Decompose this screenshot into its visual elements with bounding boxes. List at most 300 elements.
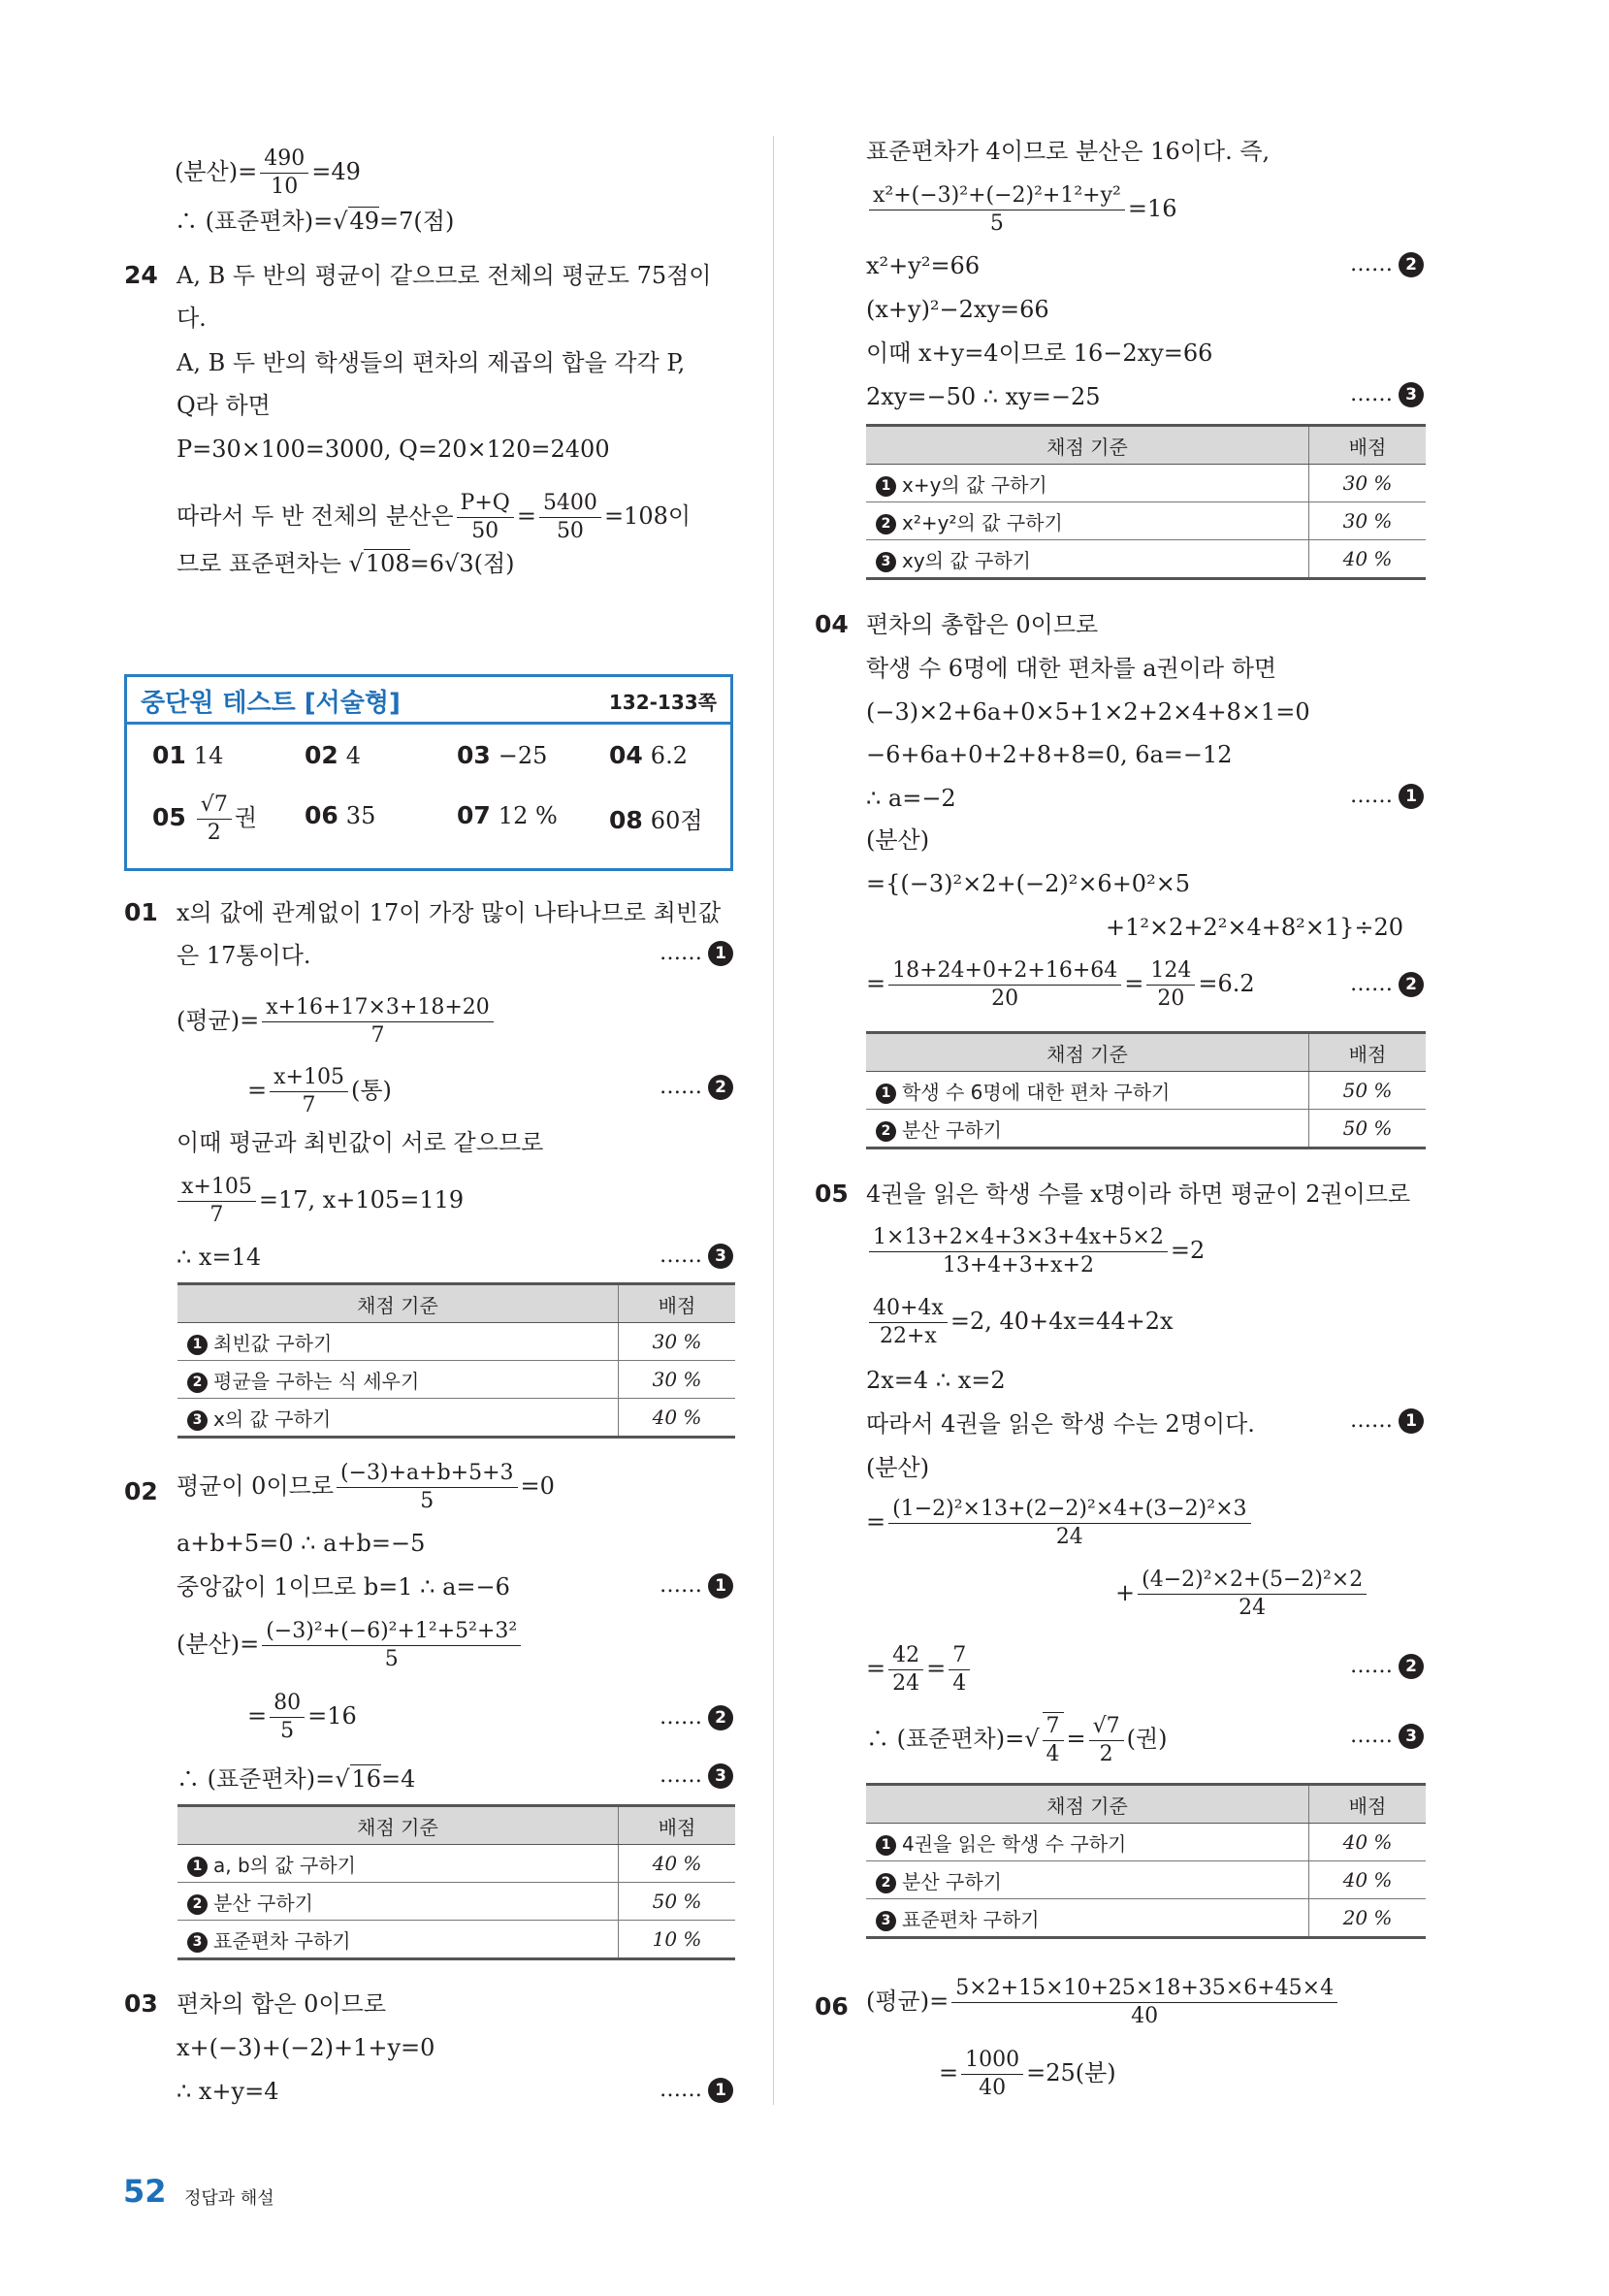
page-number: 52	[123, 2173, 167, 2210]
unit-test-answer-box	[124, 674, 733, 871]
step-marker-1	[1350, 1408, 1424, 1434]
fraction	[1146, 957, 1195, 1013]
answer-value: 60점	[650, 807, 703, 834]
denominator: 24	[1239, 1596, 1267, 1620]
footer-label: 정답과 해설	[184, 2188, 274, 2209]
header-points: 배점	[1309, 426, 1427, 465]
dots: ……	[1350, 1724, 1393, 1748]
numerator: √7	[197, 792, 232, 820]
text: =16	[307, 1702, 357, 1730]
marker-icon: 3	[876, 1911, 896, 1931]
table-row	[177, 1399, 735, 1438]
answer-05	[152, 792, 257, 847]
dots: ……	[1350, 1654, 1393, 1678]
answer-number: 08	[609, 806, 643, 834]
text-line	[177, 490, 691, 545]
denominator: 4	[1046, 1742, 1060, 1766]
table-row	[177, 1921, 735, 1959]
criteria-text: a, b의 값 구하기	[213, 1853, 356, 1877]
problem-number-06: 06	[815, 1992, 849, 2021]
step-marker-3	[660, 1763, 733, 1789]
text-line: A, B 두 반의 평균이 같으므로 전체의 평균도 75점이	[177, 262, 712, 289]
step-marker-1	[1350, 784, 1424, 809]
denominator: 5	[420, 1489, 434, 1513]
text-line: ∴ a=−2	[866, 785, 956, 812]
text: =7(점)	[379, 208, 455, 235]
marker-icon: 1	[876, 1083, 896, 1104]
denominator: 7	[302, 1093, 316, 1117]
text-line: P=30×100=3000, Q=20×120=2400	[177, 436, 610, 463]
numerator: (4−2)²×2+(5−2)²×2	[1138, 1567, 1367, 1595]
text-line	[866, 1224, 1205, 1279]
marker-icon: 3	[876, 552, 896, 572]
denominator: 10	[271, 175, 299, 199]
numerator: 1×13+2×4+3×3+4x+5×2	[869, 1224, 1168, 1252]
dots: ……	[1350, 1408, 1393, 1433]
denominator: 2	[1099, 1741, 1113, 1766]
step-marker-2	[1350, 1654, 1424, 1679]
denominator: 5	[280, 1719, 295, 1743]
points-text: 40 %	[1309, 1824, 1427, 1861]
points-text: 30 %	[1309, 465, 1427, 502]
dots: ……	[660, 1244, 702, 1268]
text-line: ∴ x=14	[177, 1244, 262, 1271]
text-line: 4권을 읽은 학생 수를 x명이라 하면 평균이 2권이므로	[866, 1180, 1411, 1208]
points-text: 50 %	[1309, 1110, 1427, 1148]
text: ∴ (표준편차)=	[866, 1725, 1025, 1753]
numerator: 40+4x	[869, 1295, 948, 1323]
criteria-text: 학생 수 6명에 대한 편차 구하기	[902, 1080, 1171, 1104]
numerator: 42	[888, 1642, 923, 1670]
text-line: 은 17통이다.	[177, 942, 311, 969]
points-text: 40 %	[619, 1845, 736, 1883]
text: ∴ (표준편차)=	[175, 208, 334, 235]
header-criteria: 채점 기준	[866, 426, 1309, 465]
step-marker-2	[660, 1705, 733, 1730]
marker-icon: 2	[1399, 1654, 1424, 1679]
denominator: 5	[384, 1647, 399, 1671]
answer-value: 14	[193, 742, 224, 769]
text-line: +1²×2+2²×4+8²×1}÷20	[1106, 914, 1404, 941]
text: =25(분)	[1026, 2059, 1116, 2086]
table-row	[866, 1899, 1426, 1938]
text: (분산)=	[177, 1631, 260, 1658]
fraction	[869, 1295, 948, 1350]
criteria-text: 분산 구하기	[902, 1869, 1002, 1893]
fraction	[1138, 1567, 1367, 1622]
denominator: 2	[207, 821, 221, 845]
marker-icon: 2	[187, 1894, 208, 1915]
fraction	[270, 1690, 305, 1745]
marker-icon: 3	[708, 1244, 733, 1269]
table-row	[866, 1824, 1426, 1861]
text-line: (−3)×2+6a+0×5+1×2+2×4+8×1=0	[866, 698, 1310, 726]
marker-icon: 1	[1399, 1408, 1424, 1434]
text-line: = $\frac{18+24+0+2+16+64}{20}$ = $\frac{124}{20}$ =6.2	[866, 958, 1255, 1011]
text: =6.2	[1198, 970, 1255, 997]
numerator: 5400	[539, 490, 601, 518]
criteria-text: 표준편차 구하기	[213, 1928, 351, 1953]
numerator: (1−2)²×13+(2−2)²×4+(3−2)²×3	[888, 1496, 1250, 1524]
text-line: 편차의 합은 0이므로	[177, 1990, 386, 2018]
text-line	[866, 1975, 1340, 2030]
answer-number: 04	[609, 741, 643, 769]
answer-number: 07	[457, 801, 491, 829]
marker-icon: 3	[708, 1763, 733, 1789]
answer-number: 05	[152, 803, 186, 831]
text-line: 2xy=−50 ∴ xy=−25	[866, 383, 1101, 410]
problem-number-05: 05	[815, 1180, 849, 1208]
text: (평균)=	[866, 1988, 949, 2015]
step-marker-1	[660, 941, 733, 966]
variance-line	[175, 146, 361, 201]
points-text: 20 %	[1309, 1899, 1427, 1938]
text: 평균이 0이므로	[177, 1472, 335, 1500]
points-text: 40 %	[1309, 540, 1427, 579]
answer-value: 4	[345, 742, 362, 769]
dots: ……	[660, 1705, 702, 1730]
text-line: 2x=4 ∴ x=2	[866, 1367, 1006, 1394]
numerator: x+105	[177, 1174, 256, 1202]
table-row	[177, 1323, 735, 1361]
unit-test-header	[127, 677, 730, 725]
scoring-table-01	[177, 1282, 735, 1439]
text: =108이	[603, 502, 692, 530]
fraction	[888, 1496, 1250, 1551]
text-line: 므로 표준편차는 √108=6√3(점)	[177, 550, 515, 577]
table-row	[866, 1110, 1426, 1148]
text-line	[177, 1460, 555, 1515]
table-row	[177, 1361, 735, 1399]
denominator: 50	[471, 519, 499, 543]
text: ∴ (표준편차)=	[177, 1765, 336, 1793]
answer-value: 35	[345, 802, 376, 829]
denominator: 5	[989, 211, 1004, 236]
problem-number-03: 03	[124, 1989, 158, 2018]
step-marker-3	[1350, 382, 1424, 407]
header-criteria: 채점 기준	[177, 1284, 619, 1323]
denominator: 4	[952, 1671, 967, 1696]
marker-icon: 2	[876, 1873, 896, 1893]
answer-07	[457, 801, 558, 829]
criteria-text: 분산 구하기	[902, 1117, 1002, 1142]
text-line: ∴ (표준편차)=√ $\frac{7}{4}$ = $\frac{√7}{2}$ (권)	[866, 1713, 1168, 1766]
points-text: 30 %	[619, 1361, 736, 1399]
denominator: 7	[370, 1023, 385, 1048]
answer-02	[305, 741, 361, 769]
denominator: 20	[991, 986, 1019, 1011]
dots: ……	[660, 1763, 702, 1788]
header-points: 배점	[619, 1806, 736, 1845]
text-line	[866, 1295, 1174, 1350]
answer-number: 06	[305, 801, 338, 829]
text-line: 이때 x+y=4이므로 16−2xy=66	[866, 340, 1213, 367]
fraction	[337, 1460, 518, 1515]
fraction	[539, 490, 601, 545]
dots: ……	[660, 1573, 702, 1598]
marker-icon: 3	[187, 1932, 208, 1953]
dots: ……	[1350, 382, 1393, 406]
denominator: 24	[1055, 1525, 1083, 1549]
step-marker-3	[1350, 1724, 1424, 1749]
fraction	[1043, 1712, 1064, 1768]
fraction	[262, 1618, 521, 1673]
text-line: 이때 평균과 최빈값이 서로 같으므로	[177, 1129, 544, 1156]
criteria-text: x의 값 구하기	[213, 1407, 332, 1431]
text: 따라서 두 반 전체의 분산은	[177, 502, 454, 530]
table-row	[866, 1072, 1426, 1110]
fraction	[457, 490, 514, 545]
text-line: x의 값에 관계없이 17이 가장 많이 나타나므로 최빈값	[177, 899, 722, 926]
denominator: 24	[892, 1671, 920, 1696]
marker-icon: 1	[876, 1835, 896, 1856]
text: 므로 표준편차는	[177, 550, 341, 577]
marker-icon: 2	[708, 1075, 733, 1100]
numerator: x+16+17×3+18+20	[262, 994, 494, 1022]
text-line	[175, 1174, 464, 1229]
scoring-table-04	[866, 1031, 1426, 1149]
dots: ……	[1350, 252, 1393, 276]
fraction	[951, 1975, 1337, 2030]
text-line: (분산)	[866, 826, 930, 854]
numerator: 124	[1146, 957, 1195, 986]
marker-icon: 3	[1399, 1724, 1424, 1749]
text-line: = $\frac{1000}{40}$ =25(분)	[939, 2048, 1116, 2100]
criteria-text: xy의 값 구하기	[902, 548, 1031, 572]
problem-number-02: 02	[124, 1477, 158, 1505]
text-line: A, B 두 반의 학생들의 편차의 제곱의 합을 각각 P,	[177, 349, 686, 376]
text-line: Q라 하면	[177, 392, 271, 419]
marker-icon: 2	[1399, 972, 1424, 997]
answer-number: 01	[152, 741, 186, 769]
criteria-text: 최빈값 구하기	[213, 1331, 333, 1355]
marker-icon: 1	[1399, 784, 1424, 809]
denominator: 13+4+3+x+2	[942, 1253, 1094, 1277]
criteria-text: 4권을 읽은 학생 수 구하기	[902, 1831, 1127, 1856]
denominator: 40	[1131, 2004, 1159, 2028]
sqrt-radicand: 49	[349, 208, 380, 235]
text-line: −6+6a+0+2+8+8=0, 6a=−12	[866, 741, 1233, 768]
numerator: 7	[949, 1642, 970, 1670]
points-text: 50 %	[1309, 1072, 1427, 1110]
text: =49	[311, 158, 361, 185]
marker-icon: 3	[187, 1410, 208, 1431]
fraction	[262, 994, 494, 1050]
points-text: 50 %	[619, 1883, 736, 1921]
text: =	[516, 502, 536, 530]
problem-number-01: 01	[124, 898, 158, 926]
numerator: (−3)²+(−6)²+1²+5²+3²	[262, 1618, 521, 1646]
marker-icon: 1	[708, 1573, 733, 1599]
marker-icon: 1	[187, 1857, 208, 1877]
criteria-text: 평균을 구하는 식 세우기	[213, 1369, 420, 1393]
table-row	[866, 1861, 1426, 1899]
text-line: = $\frac{42}{24}$ = $\frac{7}{4}$	[866, 1642, 973, 1698]
numerator: 1000	[961, 2047, 1023, 2075]
fraction	[197, 792, 232, 847]
marker-icon: 1	[187, 1335, 208, 1355]
text: =4	[381, 1765, 416, 1793]
text: =16	[1127, 195, 1177, 222]
numerator: x+105	[270, 1064, 348, 1092]
header-criteria: 채점 기준	[866, 1785, 1309, 1824]
denominator: 20	[1157, 986, 1185, 1011]
numerator: 80	[270, 1690, 305, 1718]
points-text: 40 %	[619, 1399, 736, 1438]
criteria-text: x²+y²의 값 구하기	[902, 510, 1063, 534]
header-points: 배점	[1309, 1033, 1427, 1072]
answer-value: 12 %	[498, 802, 558, 829]
header-points: 배점	[1309, 1785, 1427, 1824]
marker-icon: 1	[708, 941, 733, 966]
answer-04	[609, 741, 688, 769]
dots: ……	[660, 2078, 702, 2102]
table-row	[866, 502, 1426, 540]
fraction	[961, 2047, 1023, 2102]
answer-08	[609, 801, 703, 835]
numerator: P+Q	[457, 490, 514, 518]
answer-number: 02	[305, 741, 338, 769]
answer-value: −25	[498, 742, 548, 769]
header-points: 배점	[619, 1284, 736, 1323]
text-line: + $\frac{\text{(4−2)²×2+(5−2)²×2}}{24}$	[1115, 1567, 1369, 1622]
text: =6√3(점)	[409, 550, 515, 577]
text-line: 편차의 총합은 0이므로	[866, 611, 1099, 638]
answer-unit: 권	[234, 804, 257, 831]
column-divider	[773, 136, 774, 2105]
fraction	[869, 1224, 1168, 1279]
marker-icon: 1	[876, 476, 896, 497]
step-marker-1	[660, 2078, 733, 2103]
fraction	[888, 1642, 923, 1698]
table-row	[866, 465, 1426, 502]
table-row	[866, 540, 1426, 579]
numerator: (−3)+a+b+5+3	[337, 1460, 518, 1488]
text-line	[866, 182, 1177, 238]
text-line: 중앙값이 1이므로 b=1 ∴ a=−6	[177, 1573, 510, 1601]
text-line: 다.	[177, 305, 207, 332]
denominator: 40	[979, 2076, 1007, 2100]
denominator: 7	[209, 1203, 224, 1227]
fraction	[888, 957, 1121, 1013]
text-line: = $\frac{\text{(1−2)²×13+(2−2)²×4+(3−2)²×3}}{24}$	[866, 1496, 1254, 1551]
answer-01	[152, 741, 223, 769]
text: =0	[520, 1472, 555, 1500]
answer-03	[457, 741, 547, 769]
dots: ……	[660, 941, 702, 965]
criteria-text: 표준편차 구하기	[902, 1907, 1040, 1931]
scoring-table-02	[177, 1804, 735, 1960]
step-marker-3	[660, 1244, 733, 1269]
stddev-line: ∴ (표준편차)=√49=7(점)	[175, 208, 455, 235]
text: =2	[1170, 1237, 1206, 1264]
marker-icon: 2	[876, 514, 896, 534]
denominator: 22+x	[880, 1324, 937, 1348]
text-line: (x+y)²−2xy=66	[866, 296, 1049, 323]
numerator: 490	[260, 146, 308, 174]
scoring-table-05	[866, 1783, 1426, 1939]
text-line: x+(−3)+(−2)+1+y=0	[177, 2034, 435, 2061]
points-text: 30 %	[619, 1323, 736, 1361]
points-text: 40 %	[1309, 1861, 1427, 1899]
text-line: x²+y²=66	[866, 252, 981, 279]
text: =17, x+105=119	[258, 1186, 465, 1213]
text: (평균)=	[177, 1007, 260, 1034]
step-marker-2	[1350, 972, 1424, 997]
text-line: ∴ (표준편차)=√16=4	[177, 1765, 416, 1793]
sqrt-radicand: 108	[365, 550, 410, 577]
header-criteria: 채점 기준	[866, 1033, 1309, 1072]
unit-test-pages: 132-133쪽	[608, 691, 717, 714]
text-line: 표준편차가 4이므로 분산은 16이다. 즉,	[866, 138, 1271, 165]
marker-icon: 2	[708, 1705, 733, 1730]
table-row	[177, 1883, 735, 1921]
text-line	[177, 1618, 524, 1673]
fraction	[949, 1642, 970, 1698]
answer-value: 6.2	[650, 742, 688, 769]
text-line: 따라서 4권을 읽은 학생 수는 2명이다.	[866, 1410, 1255, 1438]
text: (분산)=	[175, 158, 258, 185]
fraction	[177, 1174, 256, 1229]
text: (통)	[350, 1077, 392, 1104]
text-line: a+b+5=0 ∴ a+b=−5	[177, 1530, 426, 1557]
numerator: √7	[1089, 1713, 1124, 1741]
criteria-text: x+y의 값 구하기	[902, 472, 1047, 497]
text-line: (분산)	[866, 1454, 930, 1481]
answer-06	[305, 801, 375, 829]
text-line: = $\frac{80}{5}$ =16	[247, 1691, 357, 1743]
sqrt-radicand: 16	[351, 1765, 382, 1793]
numerator: 7	[1043, 1713, 1064, 1741]
marker-icon: 2	[187, 1373, 208, 1393]
text-line: 학생 수 6명에 대한 편차를 a권이라 하면	[866, 655, 1277, 682]
fraction	[1089, 1713, 1124, 1768]
table-row	[177, 1845, 735, 1883]
dots: ……	[660, 1075, 702, 1099]
fraction	[869, 182, 1125, 238]
dots: ……	[1350, 784, 1393, 808]
fraction	[260, 146, 308, 201]
text: =2, 40+4x=44+2x	[949, 1308, 1174, 1335]
problem-number-24: 24	[124, 261, 158, 289]
numerator: 5×2+15×10+25×18+35×6+45×4	[951, 1975, 1337, 2003]
unit-test-title: 중단원 테스트 [서술형]	[141, 689, 401, 718]
numerator: x²+(−3)²+(−2)²+1²+y²	[869, 182, 1125, 210]
step-marker-1	[660, 1573, 733, 1599]
step-marker-2	[1350, 252, 1424, 277]
scoring-table-03	[866, 424, 1426, 580]
fraction	[270, 1064, 348, 1119]
marker-icon: 2	[876, 1121, 896, 1142]
header-criteria: 채점 기준	[177, 1806, 619, 1845]
text-line: = $\frac{x+105}{7}$ (통)	[247, 1065, 392, 1117]
text-line: ∴ x+y=4	[177, 2078, 279, 2105]
problem-number-04: 04	[815, 610, 849, 638]
denominator: 50	[556, 519, 584, 543]
marker-icon: 1	[708, 2078, 733, 2103]
criteria-text: 분산 구하기	[213, 1891, 313, 1915]
marker-icon: 3	[1399, 382, 1424, 407]
marker-icon: 2	[1399, 252, 1424, 277]
points-text: 10 %	[619, 1921, 736, 1959]
text: (권)	[1126, 1725, 1168, 1753]
text-line	[177, 994, 497, 1050]
text-line: ={(−3)²×2+(−2)²×6+0²×5	[866, 870, 1191, 897]
step-marker-2	[660, 1075, 733, 1100]
answer-number: 03	[457, 741, 491, 769]
points-text: 30 %	[1309, 502, 1427, 540]
dots: ……	[1350, 972, 1393, 996]
